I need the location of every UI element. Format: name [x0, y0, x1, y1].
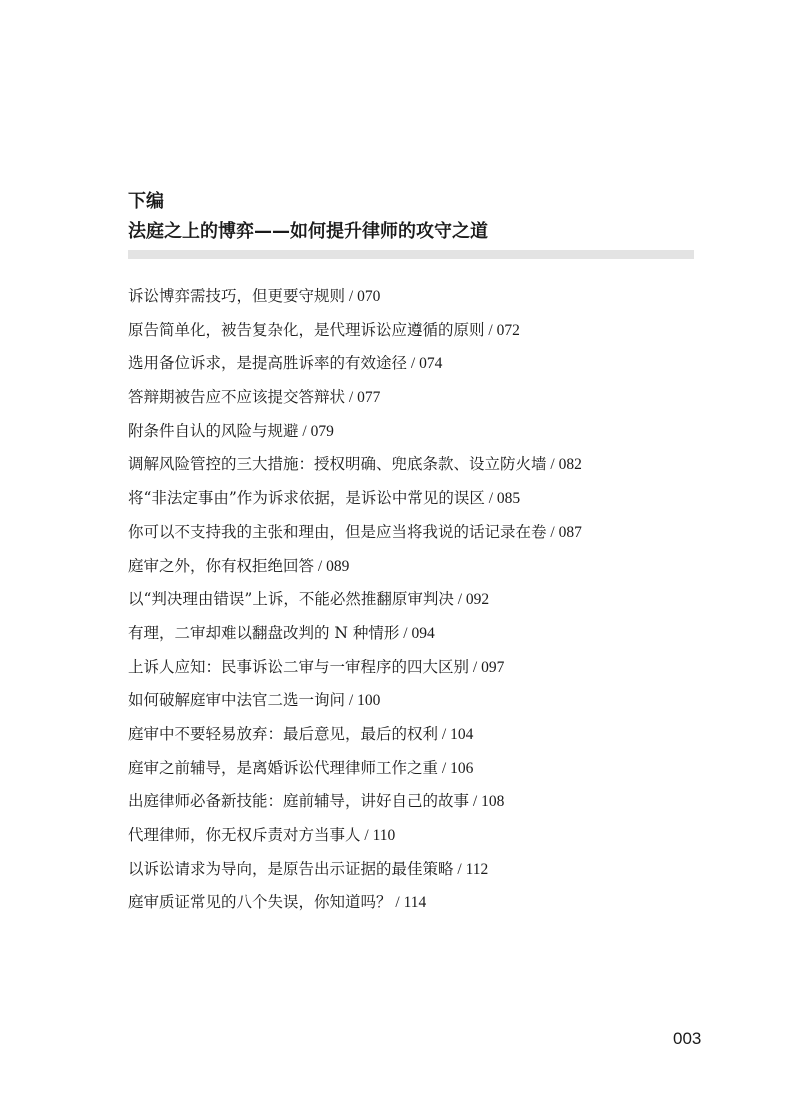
- toc-entry: [128, 651, 728, 685]
- toc-entry: [128, 415, 728, 449]
- toc-entry: [128, 550, 728, 584]
- toc-entry-title: 你可以不支持我的主张和理由，但是应当将我说的话记录在卷: [128, 522, 547, 541]
- toc-entry: [128, 448, 728, 482]
- toc-separator: /: [314, 557, 327, 575]
- part-label: 下编: [128, 191, 164, 212]
- toc-entry-page: 110: [372, 827, 396, 844]
- toc-entry-title: 原告简单化，被告复杂化，是代理诉讼应遵循的原则: [128, 320, 485, 339]
- toc-entry: [128, 785, 728, 819]
- toc-entry-title: 调解风险管控的三大措施：授权明确、兜底条款、设立防火墙: [128, 455, 547, 474]
- toc-entry: [128, 381, 728, 415]
- toc-entry-title: 将“非法定事由”作为诉求依据，是诉讼中常见的误区: [128, 489, 485, 508]
- toc-entry: [128, 516, 728, 550]
- toc-separator: /: [484, 490, 497, 508]
- toc-entry: [128, 347, 728, 381]
- toc-entry-title: 如何破解庭审中法官二选一询问: [128, 691, 346, 710]
- toc-separator: /: [399, 624, 412, 642]
- toc-entry-title: 以“判决理由错误”上诉，不能必然推翻原审判决: [128, 590, 454, 609]
- toc-entry: [128, 583, 728, 617]
- toc-entry: [128, 752, 728, 786]
- toc-entry-page: 114: [403, 894, 427, 912]
- toc-entry: [128, 853, 728, 887]
- toc-separator: /: [345, 389, 358, 407]
- toc-entry-title: 庭审中不要轻易放弃：最后意见，最后的权利: [128, 724, 439, 743]
- toc-entry-title: 附条件自认的风险与规避: [128, 421, 299, 440]
- toc-entry-title: 答辩期被告应不应该提交答辩状: [128, 388, 346, 407]
- toc-entry: [128, 482, 728, 516]
- toc-separator: /: [391, 894, 404, 912]
- toc-entry-title: 选用备位诉求，是提高胜诉率的有效途径: [128, 354, 408, 373]
- toc-entry-page: 104: [450, 725, 474, 743]
- toc-separator: /: [360, 827, 373, 844]
- toc-separator: /: [345, 288, 358, 305]
- toc-entry: [128, 617, 728, 651]
- toc-separator: /: [345, 692, 358, 710]
- toc-separator: /: [453, 860, 466, 878]
- toc-entry-page: 106: [450, 759, 474, 777]
- toc-entry-title: 庭审质证常见的八个失误，你知道吗？: [128, 893, 392, 912]
- toc-entry-page: 079: [310, 422, 334, 440]
- toc-entry-page: 112: [465, 860, 489, 878]
- toc-entry-page: 070: [357, 288, 381, 305]
- toc-separator: /: [298, 422, 311, 440]
- toc-entry: [128, 314, 728, 348]
- toc-separator: /: [438, 759, 451, 777]
- toc-separator: /: [438, 725, 451, 743]
- toc-entry-page: 094: [411, 624, 435, 642]
- toc-entry-page: 089: [326, 557, 350, 575]
- toc-entry-title: 出庭律师必备新技能：庭前辅导，讲好自己的故事: [128, 792, 470, 811]
- toc-entry-page: 074: [419, 355, 443, 373]
- toc-entry-title: 以诉讼请求为导向，是原告出示证据的最佳策略: [128, 859, 454, 878]
- toc-entry-page: 087: [558, 523, 582, 541]
- toc-entry-title: 代理律师，你无权斥责对方当事人: [128, 826, 361, 844]
- page-number: 003: [673, 1029, 702, 1048]
- toc-separator: /: [546, 456, 559, 474]
- toc-separator: /: [484, 321, 497, 339]
- toc-separator: /: [469, 658, 482, 676]
- toc-entry-page: 108: [481, 793, 505, 811]
- toc-entry: [128, 819, 728, 853]
- toc-entry-title: 庭审之前辅导，是离婚诉讼代理律师工作之重: [128, 758, 439, 777]
- toc-entry-title: 上诉人应知：民事诉讼二审与一审程序的四大区别: [128, 657, 470, 676]
- toc-entry-page: 082: [558, 456, 582, 474]
- toc-entry: [128, 280, 728, 314]
- toc-entry-page: 072: [496, 321, 520, 339]
- toc-entry-page: 077: [357, 389, 381, 407]
- toc-entry-title: 诉讼博弈需技巧，但更要守规则: [128, 287, 346, 305]
- toc-entry-page: 100: [357, 692, 381, 710]
- part-title: 法庭之上的博弈——如何提升律师的攻守之道: [128, 221, 488, 242]
- toc-separator: /: [407, 355, 420, 373]
- toc-entry-title: 庭审之外，你有权拒绝回答: [128, 556, 315, 575]
- toc-separator: /: [546, 523, 559, 541]
- toc-entry-page: 097: [481, 658, 505, 676]
- toc-entry-title: 有理，二审却难以翻盘改判的 N 种情形: [128, 623, 400, 642]
- toc-entry: [128, 886, 728, 920]
- toc-separator: /: [469, 793, 482, 811]
- table-of-contents: [128, 280, 728, 920]
- toc-entry-page: 092: [465, 591, 490, 609]
- title-underline-bar: [128, 250, 694, 259]
- toc-separator: /: [453, 591, 466, 609]
- toc-entry: [128, 684, 728, 718]
- toc-entry: [128, 718, 728, 752]
- toc-entry-page: 085: [496, 490, 521, 508]
